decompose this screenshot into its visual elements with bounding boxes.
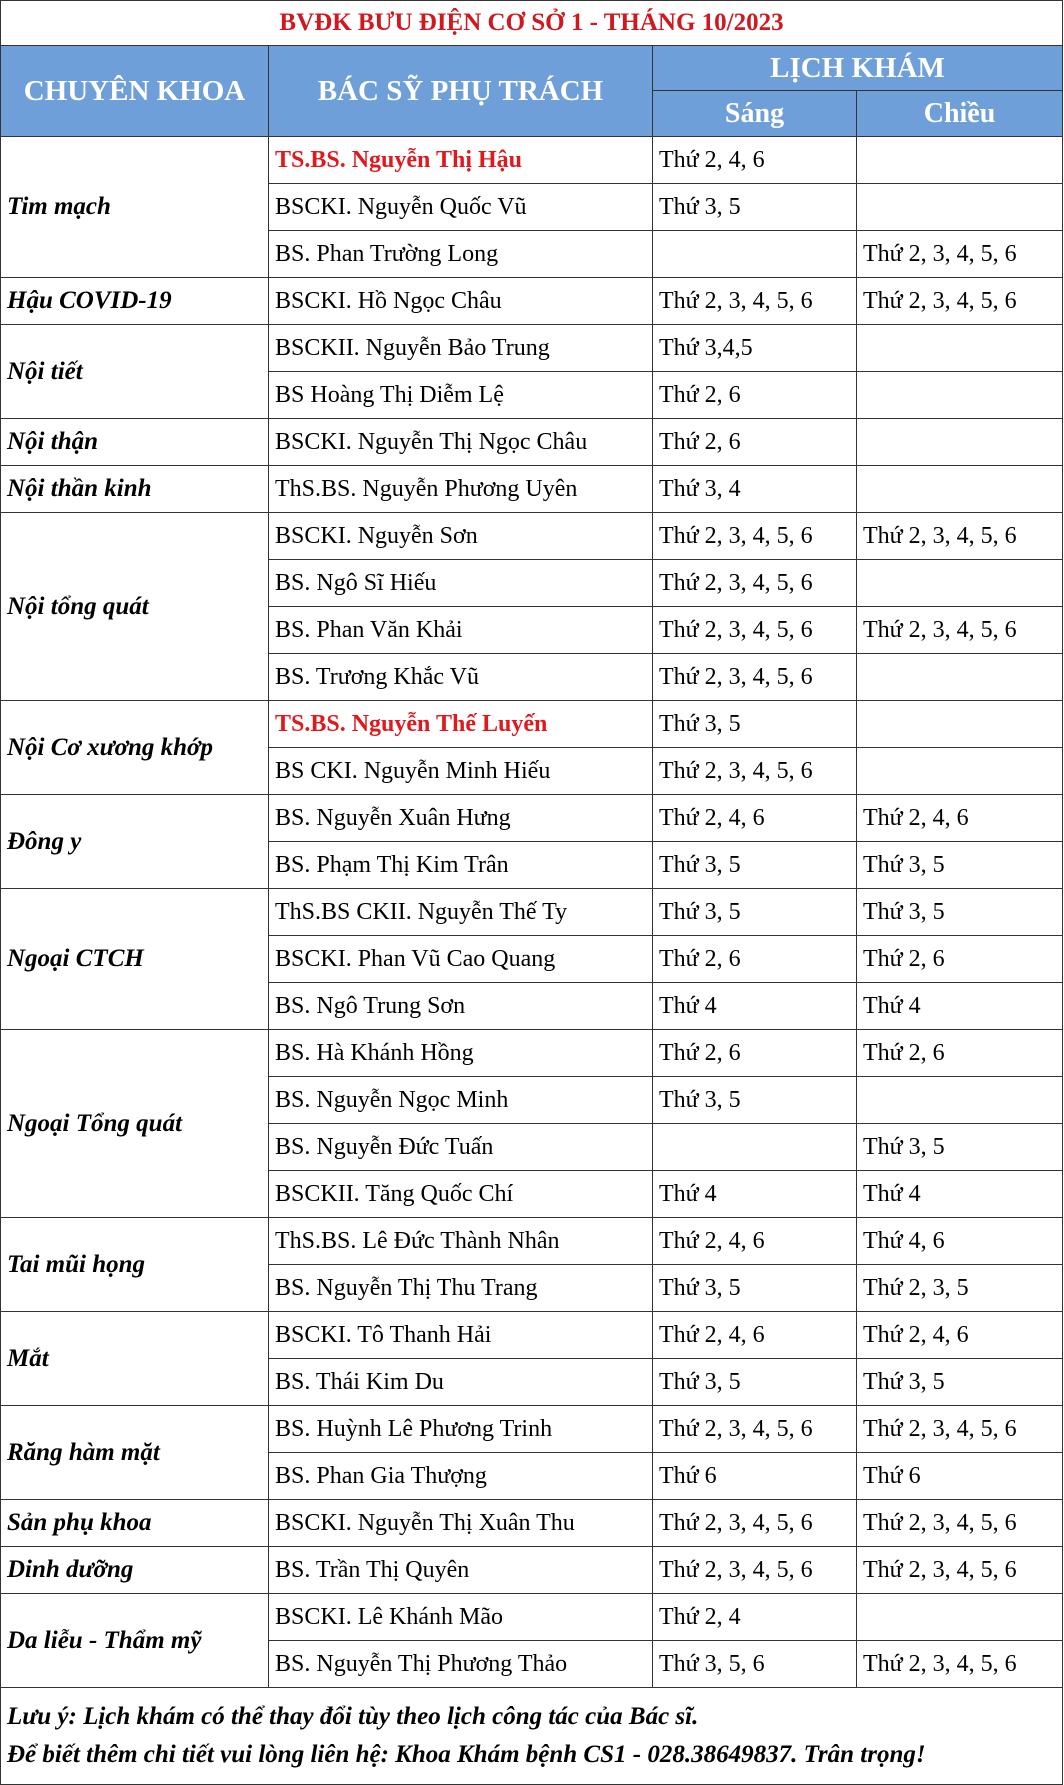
morning-cell: Thứ 3, 5: [653, 1077, 857, 1124]
doctor-name-cell: BSCKI. Nguyễn Thị Ngọc Châu: [269, 419, 653, 466]
table-row: [1, 701, 1063, 748]
morning-cell: Thứ 3,4,5: [653, 325, 857, 372]
note-cell: [1, 1688, 1063, 1785]
specialty-cell: Da liễu - Thẩm mỹ: [1, 1594, 269, 1688]
morning-cell: Thứ 2, 6: [653, 372, 857, 419]
afternoon-cell: [857, 1594, 1063, 1641]
afternoon-cell: Thứ 4: [857, 1171, 1063, 1218]
morning-cell: Thứ 2, 6: [653, 1030, 857, 1077]
table-row: [1, 466, 1063, 513]
doctor-name-cell: BS. Hà Khánh Hồng: [269, 1030, 653, 1077]
doctor-name-cell: ThS.BS CKII. Nguyễn Thế Ty: [269, 889, 653, 936]
doctor-name-cell: BSCKI. Phan Vũ Cao Quang: [269, 936, 653, 983]
doctor-name-cell: BS. Phan Trường Long: [269, 231, 653, 278]
doctor-name-cell: BS. Trương Khắc Vũ: [269, 654, 653, 701]
morning-cell: Thứ 2, 3, 4, 5, 6: [653, 513, 857, 560]
afternoon-cell: [857, 560, 1063, 607]
table-row: [1, 137, 1063, 184]
specialty-cell: Đông y: [1, 795, 269, 889]
afternoon-cell: [857, 654, 1063, 701]
schedule-body: [1, 137, 1063, 1688]
doctor-name-cell: BSCKI. Lê Khánh Mão: [269, 1594, 653, 1641]
table-row: [1, 513, 1063, 560]
specialty-cell: Nội Cơ xương khớp: [1, 701, 269, 795]
specialty-cell: Ngoại CTCH: [1, 889, 269, 1030]
afternoon-cell: Thứ 2, 3, 4, 5, 6: [857, 1547, 1063, 1594]
afternoon-cell: Thứ 2, 6: [857, 1030, 1063, 1077]
table-row: [1, 1218, 1063, 1265]
table-row: [1, 419, 1063, 466]
specialty-cell: Hậu COVID-19: [1, 278, 269, 325]
morning-cell: Thứ 2, 3, 4, 5, 6: [653, 654, 857, 701]
header-afternoon: Chiều: [857, 91, 1063, 137]
header-schedule: LỊCH KHÁM: [653, 46, 1063, 91]
morning-cell: Thứ 3, 5: [653, 1265, 857, 1312]
morning-cell: Thứ 3, 5: [653, 184, 857, 231]
doctor-name-cell: BS. Phan Văn Khải: [269, 607, 653, 654]
specialty-cell: Nội tổng quát: [1, 513, 269, 701]
specialty-cell: Sản phụ khoa: [1, 1500, 269, 1547]
table-row: [1, 1500, 1063, 1547]
page-title: BVĐK BƯU ĐIỆN CƠ SỞ 1 - THÁNG 10/2023: [1, 1, 1063, 46]
specialty-cell: Nội thần kinh: [1, 466, 269, 513]
doctor-name-cell: TS.BS. Nguyễn Thị Hậu: [269, 137, 653, 184]
afternoon-cell: Thứ 2, 3, 4, 5, 6: [857, 231, 1063, 278]
specialty-cell: Dinh dưỡng: [1, 1547, 269, 1594]
morning-cell: [653, 1124, 857, 1171]
table-row: [1, 1547, 1063, 1594]
afternoon-cell: Thứ 3, 5: [857, 1359, 1063, 1406]
morning-cell: Thứ 2, 3, 4, 5, 6: [653, 1406, 857, 1453]
morning-cell: Thứ 2, 4, 6: [653, 1312, 857, 1359]
table-row: [1, 1406, 1063, 1453]
afternoon-cell: Thứ 2, 6: [857, 936, 1063, 983]
table-row: [1, 889, 1063, 936]
doctor-name-cell: BSCKI. Hồ Ngọc Châu: [269, 278, 653, 325]
morning-cell: Thứ 4: [653, 1171, 857, 1218]
afternoon-cell: [857, 137, 1063, 184]
doctor-name-cell: BS. Phạm Thị Kim Trân: [269, 842, 653, 889]
doctor-name-cell: BS. Thái Kim Du: [269, 1359, 653, 1406]
doctor-name-cell: BS. Ngô Trung Sơn: [269, 983, 653, 1030]
doctor-name-cell: BS. Phan Gia Thượng: [269, 1453, 653, 1500]
note-line-2: Để biết thêm chi tiết vui lòng liên hệ: Khoa Khám bệnh CS1 - 028.38649837. Trân trọng!: [7, 1741, 926, 1768]
header-doctor: BÁC SỸ PHỤ TRÁCH: [269, 46, 653, 137]
afternoon-cell: Thứ 3, 5: [857, 889, 1063, 936]
afternoon-cell: [857, 748, 1063, 795]
table-row: [1, 1312, 1063, 1359]
afternoon-cell: Thứ 2, 3, 4, 5, 6: [857, 513, 1063, 560]
doctor-name-cell: BS. Trần Thị Quyên: [269, 1547, 653, 1594]
specialty-cell: Tim mạch: [1, 137, 269, 278]
doctor-name-cell: BSCKII. Nguyễn Bảo Trung: [269, 325, 653, 372]
morning-cell: Thứ 2, 4, 6: [653, 795, 857, 842]
table-row: [1, 278, 1063, 325]
morning-cell: Thứ 6: [653, 1453, 857, 1500]
doctor-name-cell: BS. Huỳnh Lê Phương Trinh: [269, 1406, 653, 1453]
afternoon-cell: [857, 184, 1063, 231]
doctor-name-cell: BS Hoàng Thị Diễm Lệ: [269, 372, 653, 419]
table-row: [1, 1030, 1063, 1077]
afternoon-cell: Thứ 2, 4, 6: [857, 1312, 1063, 1359]
morning-cell: Thứ 3, 5: [653, 701, 857, 748]
morning-cell: Thứ 4: [653, 983, 857, 1030]
specialty-cell: Nội thận: [1, 419, 269, 466]
afternoon-cell: [857, 466, 1063, 513]
specialty-cell: Ngoại Tổng quát: [1, 1030, 269, 1218]
morning-cell: Thứ 3, 5: [653, 889, 857, 936]
morning-cell: Thứ 2, 3, 4, 5, 6: [653, 748, 857, 795]
specialty-cell: Nội tiết: [1, 325, 269, 419]
morning-cell: Thứ 2, 3, 4, 5, 6: [653, 1547, 857, 1594]
morning-cell: Thứ 3, 5: [653, 1359, 857, 1406]
afternoon-cell: Thứ 2, 3, 4, 5, 6: [857, 278, 1063, 325]
doctor-name-cell: BSCKI. Nguyễn Sơn: [269, 513, 653, 560]
afternoon-cell: [857, 325, 1063, 372]
afternoon-cell: [857, 1077, 1063, 1124]
afternoon-cell: Thứ 2, 3, 4, 5, 6: [857, 1500, 1063, 1547]
table-row: [1, 325, 1063, 372]
morning-cell: Thứ 2, 3, 4, 5, 6: [653, 607, 857, 654]
afternoon-cell: Thứ 2, 3, 5: [857, 1265, 1063, 1312]
morning-cell: Thứ 3, 4: [653, 466, 857, 513]
morning-cell: Thứ 2, 4, 6: [653, 137, 857, 184]
specialty-cell: Mắt: [1, 1312, 269, 1406]
afternoon-cell: Thứ 6: [857, 1453, 1063, 1500]
doctor-name-cell: ThS.BS. Nguyễn Phương Uyên: [269, 466, 653, 513]
doctor-name-cell: BSCKII. Tăng Quốc Chí: [269, 1171, 653, 1218]
afternoon-cell: Thứ 2, 4, 6: [857, 795, 1063, 842]
afternoon-cell: [857, 372, 1063, 419]
header-specialty: CHUYÊN KHOA: [1, 46, 269, 137]
table-row: [1, 1594, 1063, 1641]
morning-cell: Thứ 2, 3, 4, 5, 6: [653, 1500, 857, 1547]
afternoon-cell: [857, 419, 1063, 466]
doctor-name-cell: BSCKI. Tô Thanh Hải: [269, 1312, 653, 1359]
doctor-name-cell: BS CKI. Nguyễn Minh Hiếu: [269, 748, 653, 795]
doctor-name-cell: BS. Nguyễn Ngọc Minh: [269, 1077, 653, 1124]
header-morning: Sáng: [653, 91, 857, 137]
doctor-name-cell: BS. Ngô Sĩ Hiếu: [269, 560, 653, 607]
doctor-name-cell: BSCKI. Nguyễn Thị Xuân Thu: [269, 1500, 653, 1547]
morning-cell: Thứ 2, 3, 4, 5, 6: [653, 278, 857, 325]
afternoon-cell: Thứ 4, 6: [857, 1218, 1063, 1265]
doctor-name-cell: BS. Nguyễn Đức Tuấn: [269, 1124, 653, 1171]
afternoon-cell: Thứ 3, 5: [857, 842, 1063, 889]
table-row: [1, 795, 1063, 842]
afternoon-cell: Thứ 4: [857, 983, 1063, 1030]
morning-cell: Thứ 2, 6: [653, 936, 857, 983]
morning-cell: Thứ 3, 5, 6: [653, 1641, 857, 1688]
afternoon-cell: Thứ 2, 3, 4, 5, 6: [857, 1641, 1063, 1688]
afternoon-cell: Thứ 2, 3, 4, 5, 6: [857, 607, 1063, 654]
doctor-name-cell: BS. Nguyễn Thị Phương Thảo: [269, 1641, 653, 1688]
doctor-name-cell: BSCKI. Nguyễn Quốc Vũ: [269, 184, 653, 231]
morning-cell: Thứ 2, 4: [653, 1594, 857, 1641]
afternoon-cell: Thứ 2, 3, 4, 5, 6: [857, 1406, 1063, 1453]
afternoon-cell: [857, 701, 1063, 748]
doctor-name-cell: BS. Nguyễn Xuân Hưng: [269, 795, 653, 842]
doctor-name-cell: BS. Nguyễn Thị Thu Trang: [269, 1265, 653, 1312]
morning-cell: [653, 231, 857, 278]
morning-cell: Thứ 2, 6: [653, 419, 857, 466]
doctor-name-cell: TS.BS. Nguyễn Thế Luyến: [269, 701, 653, 748]
note-line-1: Lưu ý: Lịch khám có thể thay đổi tùy theo lịch công tác của Bác sĩ.: [7, 1703, 699, 1730]
morning-cell: Thứ 2, 4, 6: [653, 1218, 857, 1265]
afternoon-cell: Thứ 3, 5: [857, 1124, 1063, 1171]
morning-cell: Thứ 2, 3, 4, 5, 6: [653, 560, 857, 607]
specialty-cell: Răng hàm mặt: [1, 1406, 269, 1500]
morning-cell: Thứ 3, 5: [653, 842, 857, 889]
doctor-name-cell: ThS.BS. Lê Đức Thành Nhân: [269, 1218, 653, 1265]
specialty-cell: Tai mũi họng: [1, 1218, 269, 1312]
